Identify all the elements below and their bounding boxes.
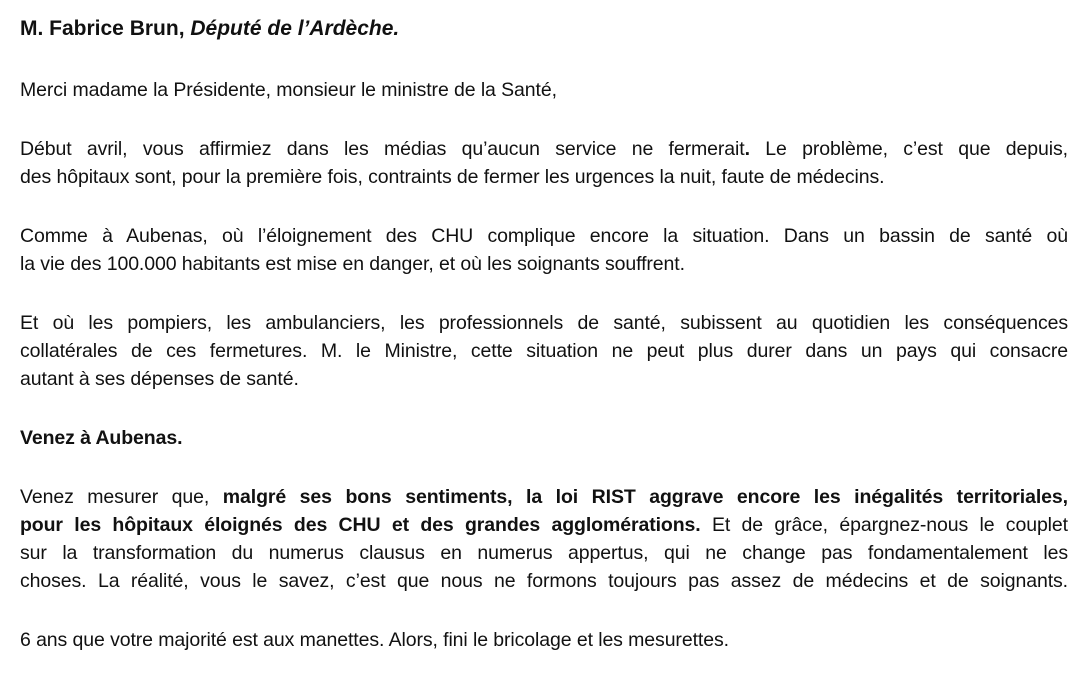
paragraph-line: sur la transformation du numerus clausus en numerus appertus, qui ne change pas fondamentalement les (20, 542, 1068, 564)
paragraph-3 (20, 309, 1068, 393)
document-page (20, 14, 1068, 654)
greeting-line: Merci madame la Présidente, monsieur le ministre de la Santé, (20, 79, 557, 101)
paragraph-6: 6 ans que votre majorité est aux manettes. Alors, fini le bricolage et les mesurettes. (20, 629, 729, 651)
paragraph-line: Et où les pompiers, les ambulanciers, les professionnels de santé, subissent au quotidien les conséquences (20, 312, 1068, 334)
paragraph-line: autant à ses dépenses de santé. (20, 368, 299, 390)
speaker-title: Député de l’Ardèche. (190, 17, 400, 40)
paragraph-line: la vie des 100.000 habitants est mise en danger, et où les soignants souffrent. (20, 253, 685, 275)
paragraph-line: Début avril, vous affirmiez dans les médias qu’aucun service ne fermerait. Le problème, c’est que depuis, (20, 138, 1068, 160)
speaker-name: M. Fabrice Brun, (20, 17, 185, 40)
paragraph-2 (20, 222, 1068, 278)
paragraph-line: choses. La réalité, vous le savez, c’est que nous ne formons toujours pas assez de médecins et de soignants. (20, 570, 1068, 592)
paragraph-line: collatérales de ces fermetures. M. le Ministre, cette situation ne peut plus durer dans un pays qui consacre (20, 340, 1068, 362)
paragraph-4: Venez à Aubenas. (20, 427, 183, 449)
paragraph-line: Venez mesurer que, malgré ses bons sentiments, la loi RIST aggrave encore les inégalités territoriales, (20, 486, 1068, 508)
document-heading (20, 14, 1068, 44)
paragraph-5 (20, 483, 1068, 595)
paragraph-1 (20, 135, 1068, 191)
paragraph-line: pour les hôpitaux éloignés des CHU et des grandes agglomérations. Et de grâce, épargnez-nous le couplet (20, 514, 1068, 536)
paragraph-line: des hôpitaux sont, pour la première fois, contraints de fermer les urgences la nuit, faute de médecins. (20, 166, 885, 188)
paragraph-line: Comme à Aubenas, où l’éloignement des CHU complique encore la situation. Dans un bassin de santé où (20, 225, 1068, 247)
